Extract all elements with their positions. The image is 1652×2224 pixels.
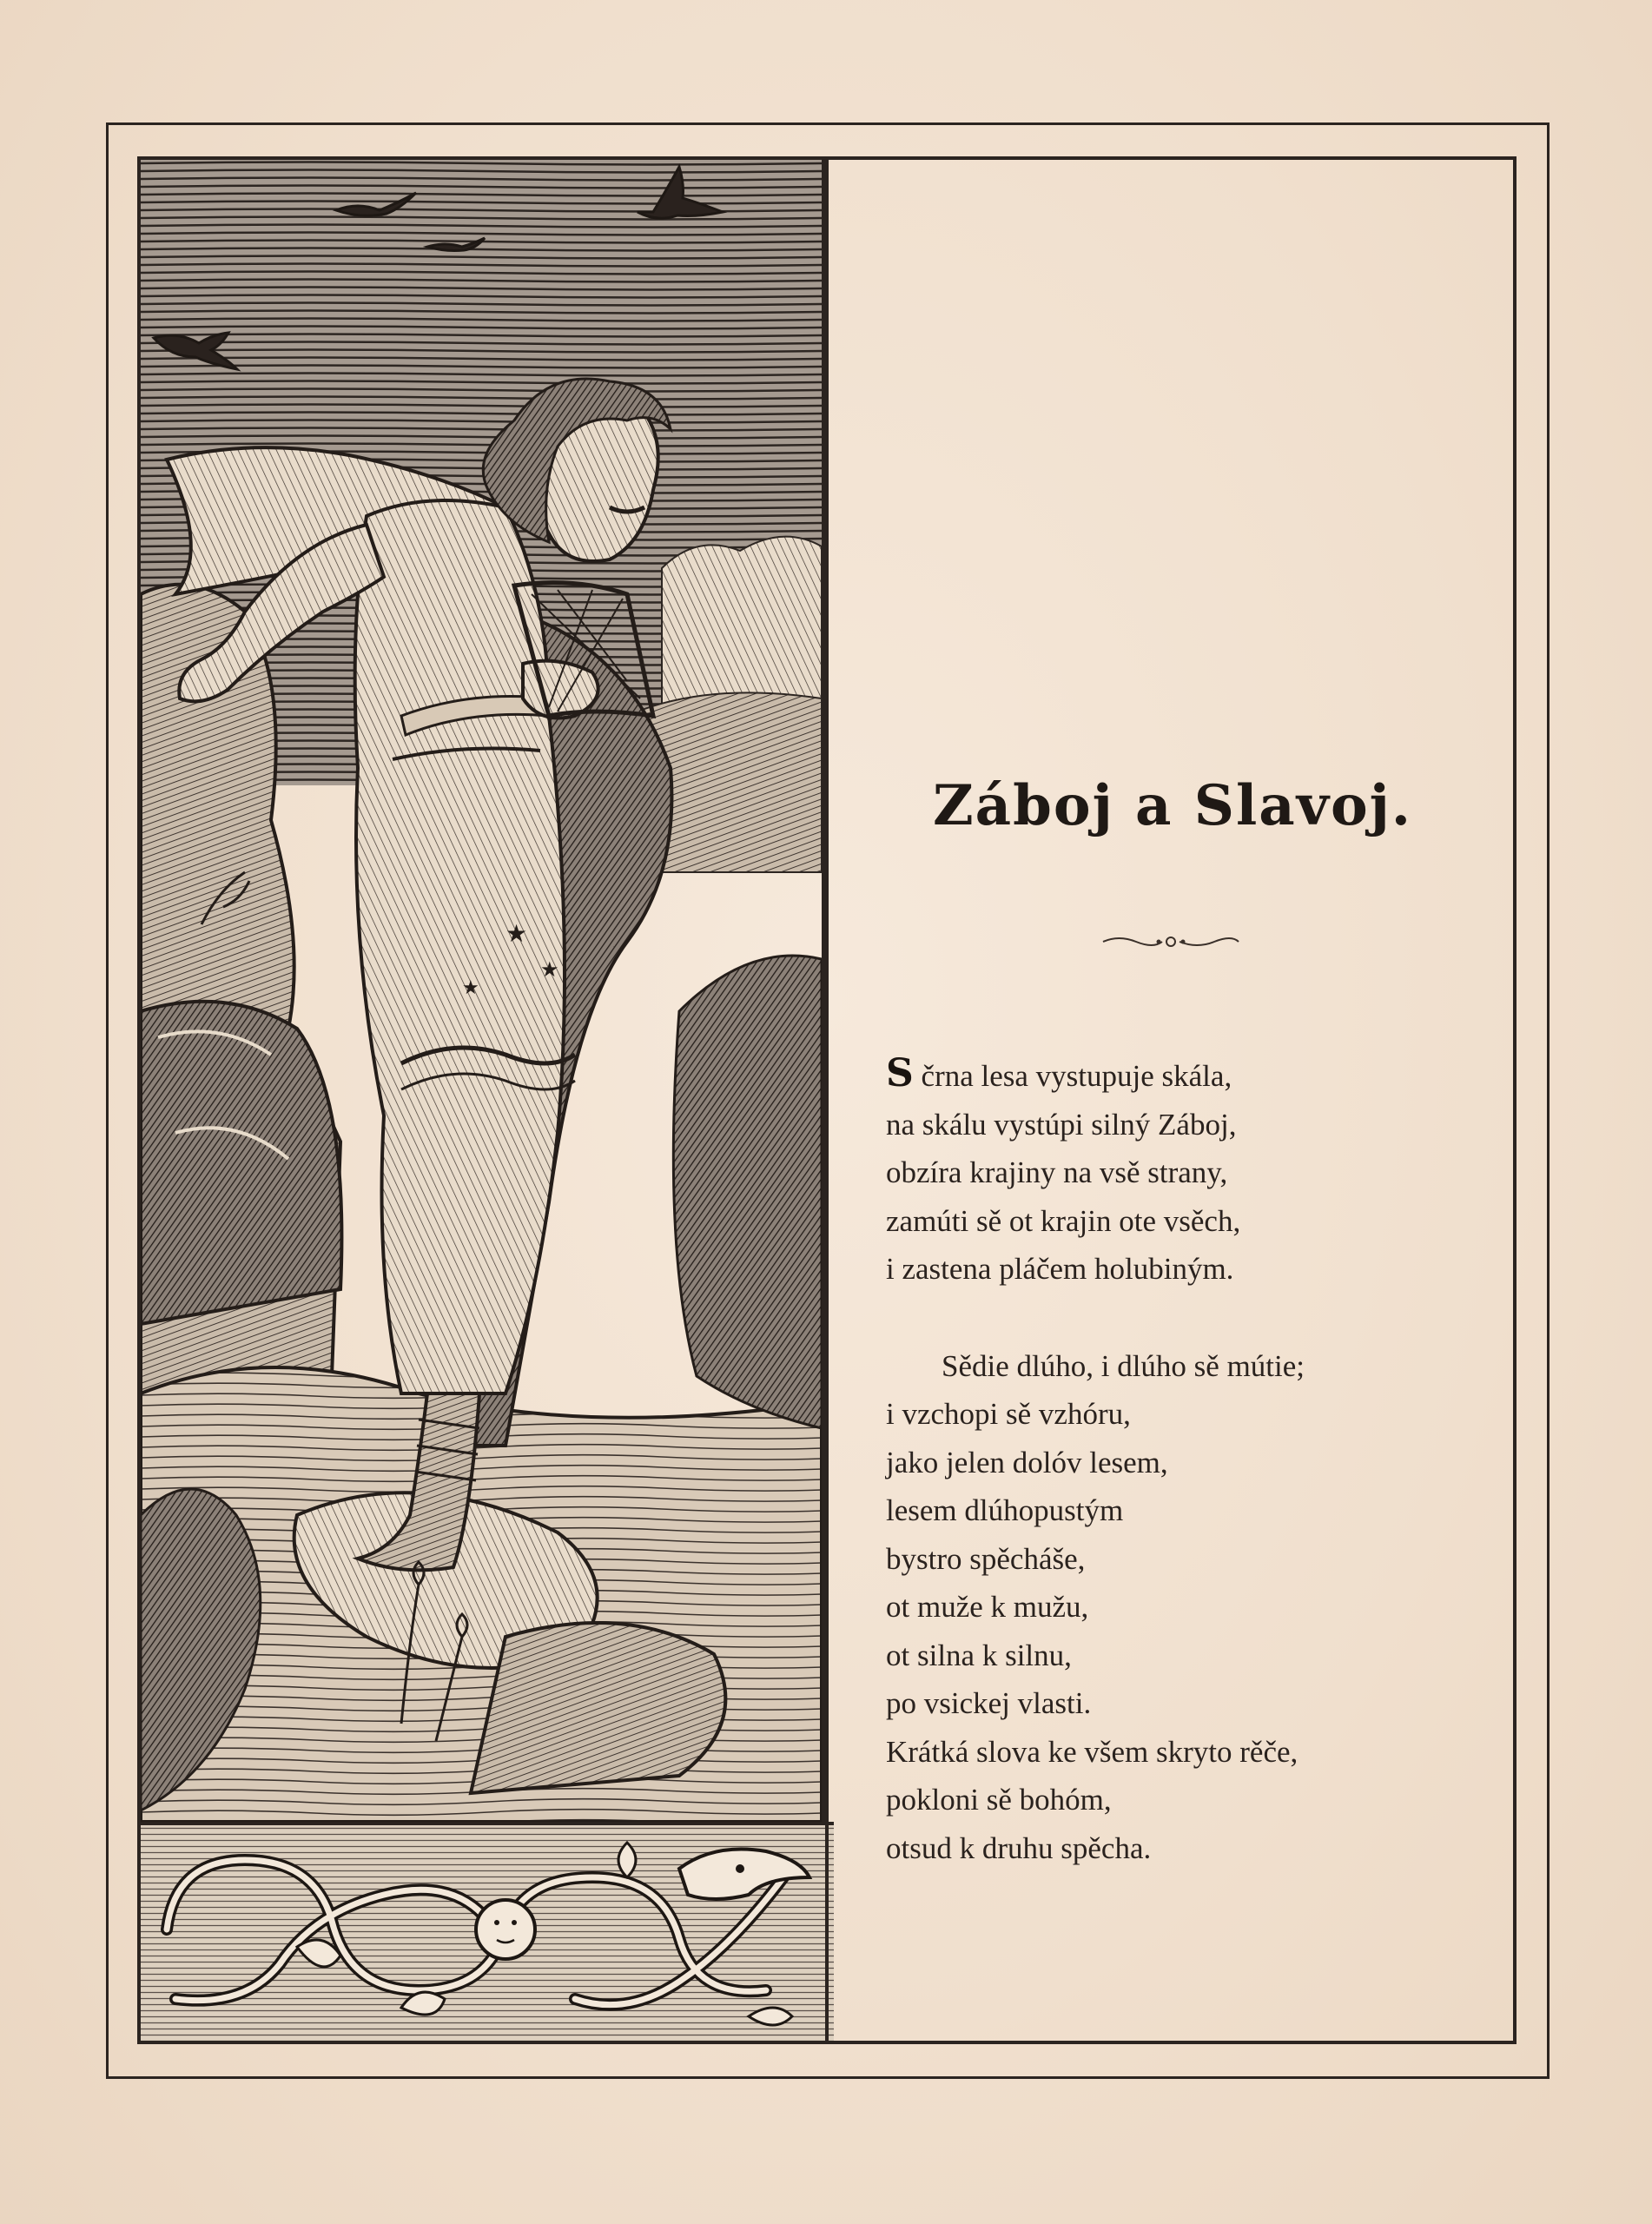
flourish-ornament: [1101, 931, 1240, 952]
poem-line: bystro spěcháše,: [886, 1541, 1086, 1576]
poem-title: Záboj a Slavoj.: [932, 773, 1413, 838]
poem-line: obzíra krajiny na vsě strany,: [886, 1155, 1228, 1189]
poem-line: lesem dlúhopustým: [886, 1493, 1124, 1527]
poem-line: na skálu vystúpi silný Záboj,: [886, 1107, 1237, 1142]
poem-line: Krátká slova ke všem skryto rěče,: [886, 1734, 1298, 1769]
poem-line: po vsickej vlasti.: [886, 1686, 1092, 1720]
svg-text:★: ★: [540, 957, 559, 982]
poem-line: ot silna k silnu,: [886, 1638, 1072, 1672]
stanza-2: [886, 1342, 1494, 1873]
engraving-illustration: [141, 160, 825, 1822]
svg-text:★: ★: [462, 977, 479, 999]
interlace-ornament: [141, 1822, 834, 2041]
poem-line: i zastena pláčem holubiným.: [886, 1252, 1234, 1286]
stanza-1: [886, 1049, 1494, 1294]
svg-text:★: ★: [506, 919, 528, 948]
poem-line: [886, 1049, 1494, 1101]
poem-line: Sědie dlúho, i dlúho sě mútie;: [942, 1348, 1305, 1383]
warrior-engraving: [141, 160, 822, 1822]
poem-line: zamúti sě ot krajin ote vsěch,: [886, 1203, 1241, 1238]
poem-text: [886, 1049, 1494, 1921]
poem-line: pokloni sě bohóm,: [886, 1783, 1112, 1817]
poem-line: jako jelen dolóv lesem,: [886, 1445, 1168, 1479]
poem-line: ot muže k mužu,: [886, 1590, 1089, 1624]
poem-line-text: črna lesa vystupuje skála,: [913, 1059, 1232, 1093]
drop-cap: S: [886, 1051, 914, 1095]
panel-divider: [825, 160, 829, 2041]
poem-line: i vzchopi sě vzhóru,: [886, 1397, 1131, 1431]
dragon-interlace-ornament: [141, 1825, 834, 2041]
poem-line: otsud k druhu spěcha.: [886, 1830, 1152, 1865]
